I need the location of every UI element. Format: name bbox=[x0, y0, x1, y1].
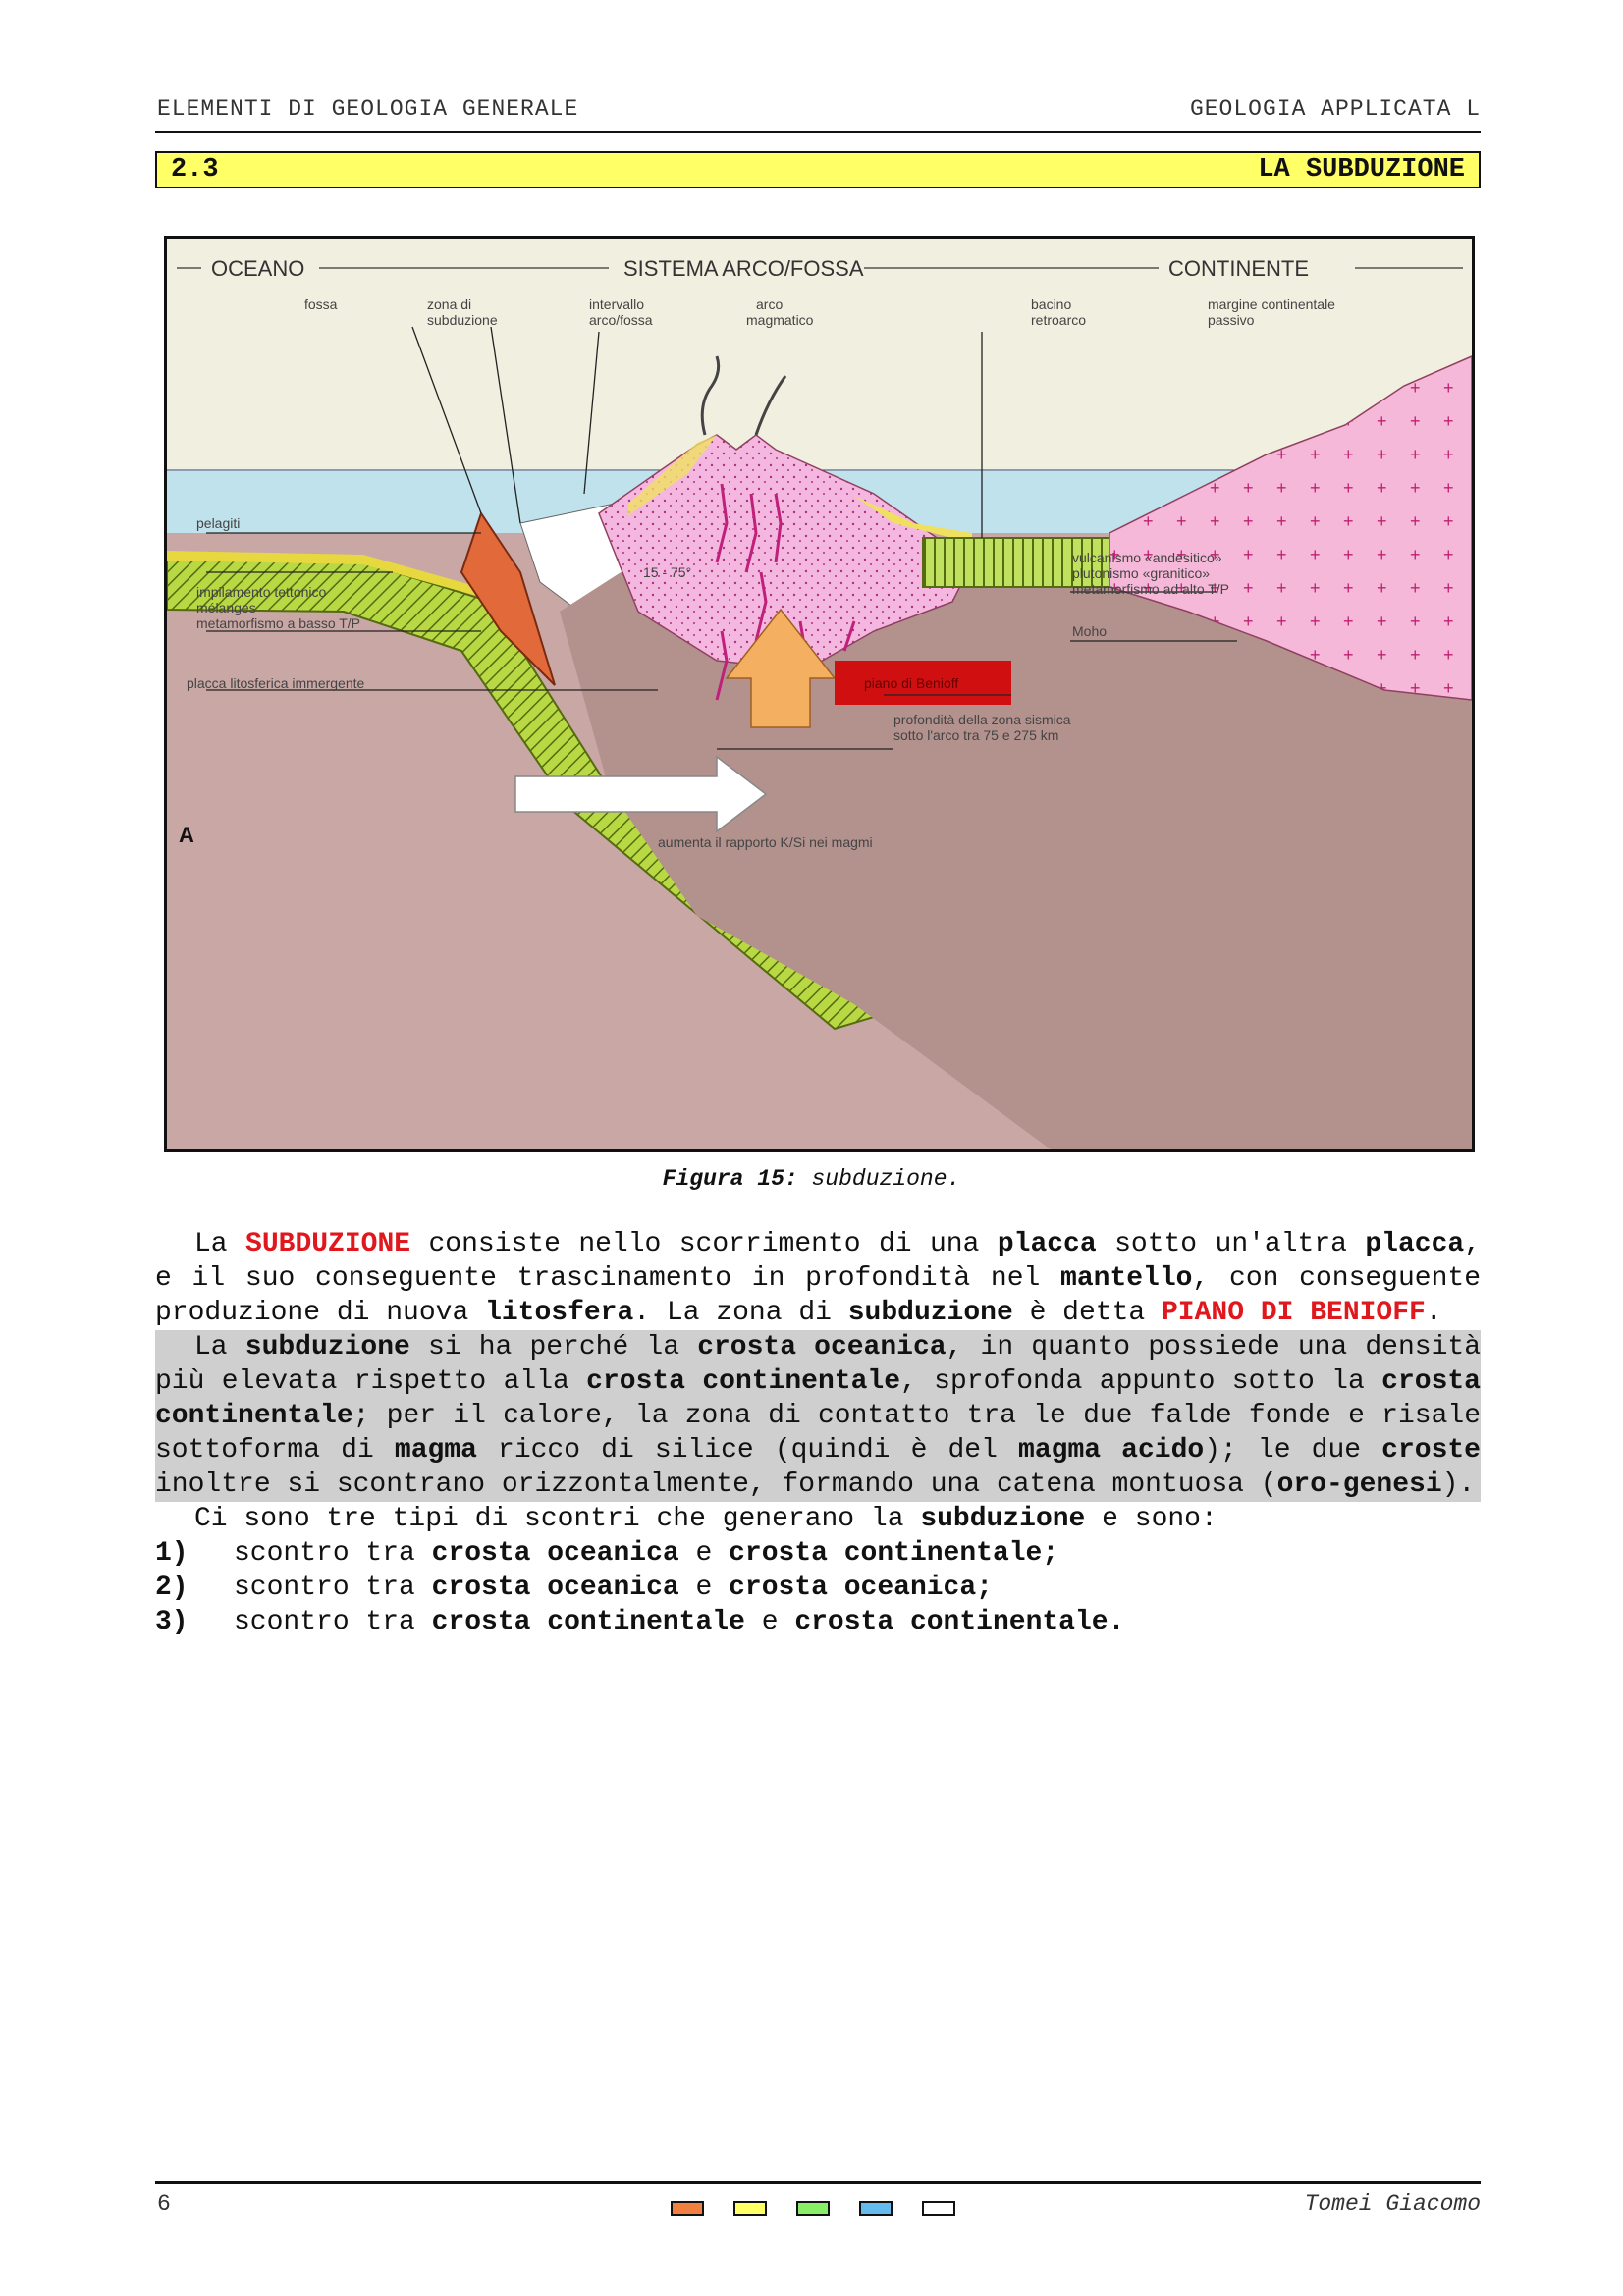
label-vulcanismo-3: metamorfismo ad alto T/P bbox=[1072, 581, 1230, 597]
label-continente: CONTINENTE bbox=[1168, 256, 1309, 281]
subduction-diagram bbox=[167, 239, 1472, 1149]
keyword: crosta continentale bbox=[155, 1366, 1481, 1431]
label-vulcanismo-1: vulcanismo «andesitico» bbox=[1072, 550, 1222, 565]
text-run: si ha perché la bbox=[409, 1332, 698, 1362]
text-run: ricco di silice (quindi è del bbox=[476, 1435, 1019, 1466]
keyword: crosta continentale bbox=[431, 1607, 745, 1637]
label-bacino-2: retroarco bbox=[1031, 312, 1087, 328]
text-run: scontro tra bbox=[234, 1607, 432, 1637]
header-left: ELEMENTI DI GEOLOGIA GENERALE bbox=[157, 96, 579, 122]
text-run: e sono: bbox=[1085, 1504, 1217, 1534]
label-bacino-1: bacino bbox=[1031, 296, 1072, 312]
keyword-subduzione: SUBDUZIONE bbox=[245, 1229, 411, 1259]
keyword: crosta continentale bbox=[729, 1538, 1043, 1569]
header-right: GEOLOGIA APPLICATA L bbox=[1189, 96, 1481, 122]
text-run: scontro tra bbox=[234, 1573, 432, 1603]
keyword: litosfera bbox=[485, 1298, 634, 1328]
keyword: crosta oceanica bbox=[729, 1573, 977, 1603]
keyword: magma bbox=[394, 1435, 477, 1466]
keyword: subduzione bbox=[244, 1332, 410, 1362]
text-run: La bbox=[194, 1229, 246, 1259]
color-swatches bbox=[671, 2201, 955, 2216]
keyword: crosta continentale bbox=[794, 1607, 1109, 1637]
text-run: ). bbox=[1441, 1469, 1476, 1500]
caption-label: Figura 15: bbox=[662, 1166, 798, 1192]
swatch-yellow bbox=[733, 2201, 767, 2216]
figure-caption bbox=[0, 1166, 1623, 1192]
section-title: LA SUBDUZIONE bbox=[1258, 155, 1465, 185]
list-number: 3) bbox=[155, 1607, 189, 1637]
label-moho: Moho bbox=[1072, 623, 1108, 639]
label-impilamento-3: metamorfismo a basso T/P bbox=[196, 615, 361, 631]
text-run: inoltre si scontrano orizzontalmente, formando una catena montuosa ( bbox=[155, 1469, 1277, 1500]
label-vulcanismo-2: plutonismo «granitico» bbox=[1072, 565, 1211, 581]
text-run: , sprofonda appunto sotto la bbox=[900, 1366, 1382, 1397]
keyword-benioff: PIANO DI BENIOFF bbox=[1162, 1298, 1426, 1328]
text-run: , e il suo conseguente trascinamento in profondità nel bbox=[155, 1229, 1481, 1294]
label-angolo: 15 - 75° bbox=[643, 564, 692, 580]
text-run: sotto un'altra bbox=[1096, 1229, 1366, 1259]
footer-author: Tomei Giacomo bbox=[1304, 2191, 1481, 2216]
text-run: , in quanto possiede una densità più elevata rispetto alla bbox=[155, 1332, 1481, 1397]
list-number: 1) bbox=[155, 1538, 189, 1569]
label-placca: placca litosferica immergente bbox=[187, 675, 365, 691]
label-intervallo-2: arco/fossa bbox=[589, 312, 653, 328]
label-impilamento-2: mélanges bbox=[196, 600, 256, 615]
list-item bbox=[155, 1605, 1481, 1639]
text-run: Ci sono tre tipi di scontri che generano la bbox=[194, 1504, 921, 1534]
keyword: placca bbox=[1365, 1229, 1465, 1259]
label-impilamento-1: impilamento tettonico bbox=[196, 584, 327, 600]
label-oceano: OCEANO bbox=[211, 256, 305, 281]
label-arco-2: magmatico bbox=[746, 312, 814, 328]
label-pelagiti: pelagiti bbox=[196, 515, 241, 531]
body-text bbox=[155, 1227, 1481, 1639]
section-number: 2.3 bbox=[171, 155, 219, 185]
label-intervallo-1: intervallo bbox=[589, 296, 645, 312]
keyword: croste bbox=[1381, 1435, 1481, 1466]
section-heading bbox=[155, 151, 1481, 188]
label-benioff: piano di Benioff bbox=[864, 675, 959, 691]
text-run: , con conseguente produzione di nuova bbox=[155, 1263, 1481, 1328]
keyword: mantello bbox=[1060, 1263, 1193, 1294]
paragraph-1 bbox=[155, 1227, 1481, 1330]
text-run: e bbox=[678, 1573, 730, 1603]
paragraph-3 bbox=[155, 1502, 1481, 1536]
label-margine-2: passivo bbox=[1208, 312, 1255, 328]
keyword: crosta oceanica bbox=[697, 1332, 947, 1362]
text-run: scontro tra bbox=[234, 1538, 432, 1569]
label-profondita-1: profondità della zona sismica bbox=[893, 712, 1071, 727]
text-run: ; bbox=[976, 1573, 993, 1603]
keyword: crosta oceanica bbox=[431, 1538, 679, 1569]
label-panel: A bbox=[179, 823, 194, 847]
text-run: ; bbox=[1042, 1538, 1059, 1569]
keyword: crosta oceanica bbox=[431, 1573, 679, 1603]
text-run: e bbox=[678, 1538, 730, 1569]
swatch-green bbox=[796, 2201, 830, 2216]
list-item bbox=[155, 1536, 1481, 1571]
text-run: . bbox=[1108, 1607, 1125, 1637]
keyword: subduzione bbox=[847, 1298, 1013, 1328]
list-item bbox=[155, 1571, 1481, 1605]
label-profondita-2: sotto l'arco tra 75 e 275 km bbox=[893, 727, 1059, 743]
footer-rule bbox=[155, 2181, 1481, 2184]
keyword: placca bbox=[997, 1229, 1097, 1259]
header-rule bbox=[155, 131, 1481, 133]
swatch-blue bbox=[859, 2201, 893, 2216]
text-run: ; per il calore, la zona di contatto tra le due falde fonde e risale sottoforma di bbox=[155, 1401, 1481, 1466]
text-run: . La zona di bbox=[633, 1298, 848, 1328]
caption-text: subduzione. bbox=[797, 1166, 961, 1192]
label-sistema: SISTEMA ARCO/FOSSA bbox=[623, 256, 864, 281]
label-zona-2: subduzione bbox=[427, 312, 498, 328]
label-zona-1: zona di bbox=[427, 296, 472, 312]
label-rapporto: aumenta il rapporto K/Si nei magmi bbox=[658, 834, 873, 850]
subduction-figure bbox=[164, 236, 1475, 1152]
keyword: subduzione bbox=[920, 1504, 1086, 1534]
keyword: magma acido bbox=[1018, 1435, 1205, 1466]
swatch-white bbox=[922, 2201, 955, 2216]
paragraph-2 bbox=[155, 1330, 1481, 1502]
keyword: oro-genesi bbox=[1276, 1469, 1442, 1500]
list-number: 2) bbox=[155, 1573, 189, 1603]
swatch-orange bbox=[671, 2201, 704, 2216]
keyword: crosta continentale bbox=[586, 1366, 900, 1397]
label-fossa: fossa bbox=[304, 296, 338, 312]
text-run: . bbox=[1425, 1298, 1442, 1328]
text-run: e bbox=[744, 1607, 795, 1637]
text-run: è detta bbox=[1012, 1298, 1162, 1328]
page-number: 6 bbox=[157, 2191, 171, 2216]
text-run: La bbox=[194, 1332, 245, 1362]
label-arco-1: arco bbox=[756, 296, 784, 312]
text-run: ); le due bbox=[1204, 1435, 1382, 1466]
text-run: consiste nello scorrimento di una bbox=[410, 1229, 998, 1259]
label-margine-1: margine continentale bbox=[1208, 296, 1335, 312]
